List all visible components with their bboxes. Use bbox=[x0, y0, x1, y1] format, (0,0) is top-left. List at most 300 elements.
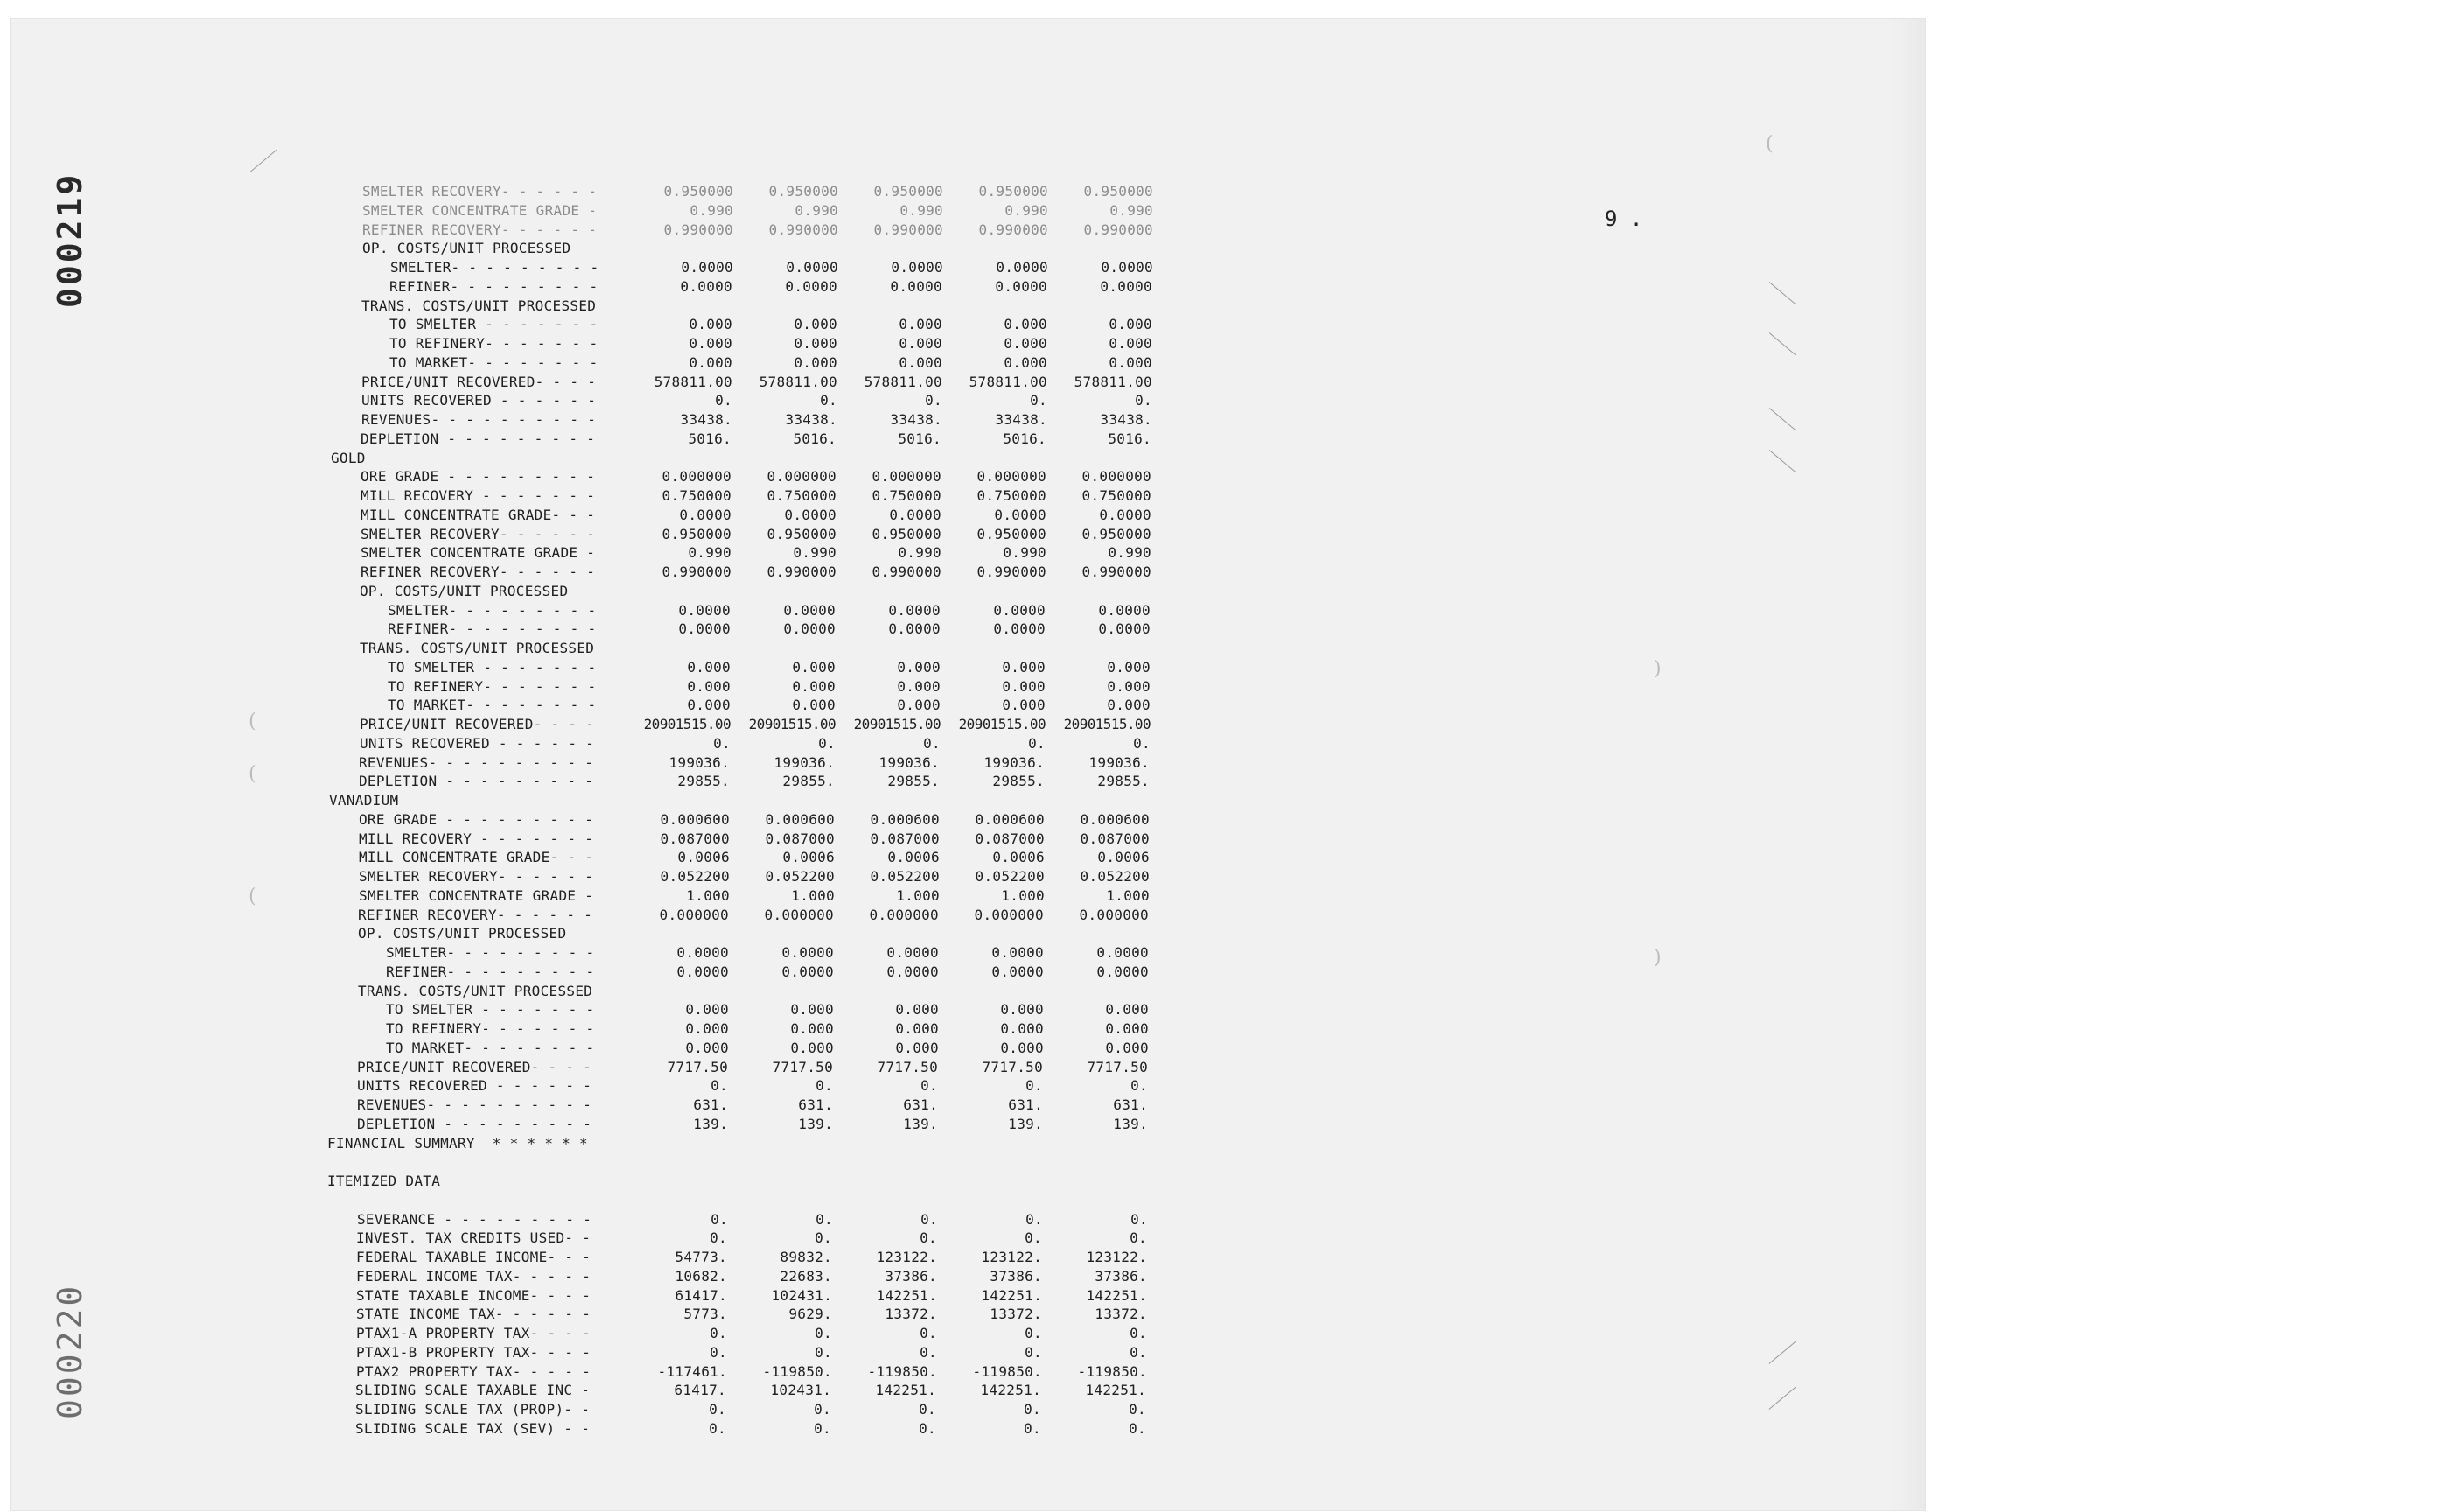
table-row bbox=[0, 1210, 1225, 1229]
table-row bbox=[0, 1267, 1225, 1286]
value-cell: 0.0000 bbox=[783, 601, 836, 619]
value-cell: 0.0000 bbox=[681, 259, 733, 276]
value-cell: 0. bbox=[920, 1077, 938, 1095]
value-cell: 0.087000 bbox=[870, 830, 940, 847]
row-label: SMELTER RECOVERY- - - - - - bbox=[359, 868, 594, 885]
row-label: REVENUES- - - - - - - - - - bbox=[361, 411, 597, 428]
table-row bbox=[0, 658, 1225, 677]
value-cell: 0.000 bbox=[897, 677, 941, 695]
value-cell: 0.087000 bbox=[1080, 830, 1150, 847]
value-cell: 33438. bbox=[785, 411, 837, 428]
value-cell: 0.000 bbox=[1004, 316, 1047, 333]
table-row bbox=[0, 715, 1225, 734]
value-cell: 0. bbox=[1130, 1229, 1147, 1247]
value-cell: 199036. bbox=[668, 753, 730, 771]
value-cell: 0.0006 bbox=[782, 849, 835, 866]
row-label: FEDERAL TAXABLE INCOME- - - bbox=[356, 1249, 592, 1265]
value-cell: 0.0000 bbox=[886, 944, 939, 961]
value-cell: 139. bbox=[798, 1115, 833, 1132]
row-label: SLIDING SCALE TAX (PROP)- - bbox=[355, 1401, 591, 1418]
table-row bbox=[0, 373, 1225, 392]
value-cell: 5016. bbox=[898, 430, 942, 447]
value-cell: 0.950000 bbox=[663, 183, 733, 200]
value-cell: 142251. bbox=[981, 1286, 1042, 1304]
scan-bracket: ) bbox=[1654, 947, 1662, 969]
value-cell: 7717.50 bbox=[877, 1058, 938, 1075]
row-label: INVEST. TAX CREDITS USED- - bbox=[356, 1229, 592, 1247]
value-cell: 0.0000 bbox=[991, 962, 1044, 980]
value-cell: 0.000 bbox=[895, 1001, 939, 1018]
value-cell: 142251. bbox=[876, 1286, 937, 1304]
row-label: PTAX1-B PROPERTY TAX- - - - bbox=[356, 1343, 592, 1361]
value-cell: 102431. bbox=[770, 1382, 831, 1399]
value-cell: 0. bbox=[923, 734, 941, 752]
row-label: REFINER RECOVERY- - - - - - bbox=[360, 564, 596, 580]
value-cell: 0.0000 bbox=[888, 620, 941, 638]
value-cell: 0.000600 bbox=[765, 810, 835, 828]
value-cell: 0. bbox=[1025, 1343, 1042, 1361]
row-label: DEPLETION - - - - - - - - - bbox=[360, 430, 596, 447]
table-row bbox=[0, 620, 1225, 639]
value-cell: 0.990000 bbox=[1083, 220, 1153, 238]
row-label: TO MARKET- - - - - - - - bbox=[388, 696, 597, 714]
value-cell: 0.750000 bbox=[766, 487, 836, 504]
table-row bbox=[0, 639, 1225, 658]
value-cell: 0.990 bbox=[690, 201, 733, 219]
row-label: TO MARKET- - - - - - - - bbox=[389, 354, 598, 371]
value-cell: 0.000 bbox=[794, 316, 837, 333]
row-label: FEDERAL INCOME TAX- - - - - bbox=[356, 1267, 592, 1284]
row-label: VANADIUM bbox=[329, 792, 399, 808]
row-label: SLIDING SCALE TAX (SEV) - - bbox=[355, 1419, 591, 1437]
value-cell: 0.000600 bbox=[975, 810, 1045, 828]
value-cell: 0.000000 bbox=[1079, 906, 1149, 923]
value-cell: 0. bbox=[1024, 1419, 1041, 1437]
value-cell: -119850. bbox=[1077, 1362, 1147, 1380]
value-cell: 0. bbox=[710, 1229, 727, 1247]
value-cell: 1.000 bbox=[791, 886, 835, 904]
value-cell: 0.750000 bbox=[662, 487, 732, 504]
table-row bbox=[0, 449, 1225, 468]
value-cell: 0. bbox=[919, 1401, 936, 1418]
value-cell: 0. bbox=[920, 1229, 937, 1247]
value-cell: 0.950000 bbox=[872, 525, 942, 542]
value-cell: 0.990000 bbox=[976, 564, 1046, 580]
value-cell: 33438. bbox=[1100, 411, 1152, 428]
value-cell: 37386. bbox=[990, 1267, 1042, 1284]
table-row bbox=[0, 1228, 1225, 1248]
row-label: STATE INCOME TAX- - - - - - bbox=[356, 1306, 592, 1323]
table-row bbox=[0, 182, 1225, 201]
table-row bbox=[0, 734, 1225, 753]
value-cell: 0. bbox=[815, 1325, 832, 1341]
value-cell: 199036. bbox=[1088, 753, 1150, 771]
value-cell: 0. bbox=[920, 1343, 937, 1361]
value-cell: 0. bbox=[919, 1419, 936, 1437]
table-row bbox=[0, 297, 1225, 316]
value-cell: 0.0000 bbox=[1096, 944, 1149, 961]
value-cell: 0.0000 bbox=[676, 944, 729, 961]
value-cell: 0.000 bbox=[1105, 1020, 1149, 1037]
table-row bbox=[0, 601, 1225, 620]
bates-stamp-top: 000219 bbox=[51, 172, 89, 308]
value-cell: 0.052200 bbox=[660, 868, 730, 885]
table-row bbox=[0, 220, 1225, 240]
row-label: UNITS RECOVERED - - - - - - bbox=[357, 1077, 592, 1095]
value-cell: 0.000 bbox=[685, 1020, 729, 1037]
value-cell: 0.0000 bbox=[678, 620, 731, 638]
value-cell: 5016. bbox=[793, 430, 836, 447]
value-cell: 33438. bbox=[680, 411, 732, 428]
value-cell: 631. bbox=[798, 1096, 833, 1113]
table-row bbox=[0, 430, 1225, 449]
value-cell: 0.000 bbox=[1000, 1039, 1044, 1056]
value-cell: 0.087000 bbox=[765, 830, 835, 847]
value-cell: 0.0000 bbox=[676, 962, 729, 980]
value-cell: 0.000 bbox=[897, 696, 941, 714]
table-row bbox=[0, 1058, 1225, 1077]
row-label: UNITS RECOVERED - - - - - - bbox=[361, 392, 597, 410]
value-cell: 0.0000 bbox=[680, 277, 732, 295]
row-label: REFINER- - - - - - - - - bbox=[388, 620, 597, 638]
value-cell: 0.052200 bbox=[975, 868, 1045, 885]
value-cell: 0.000 bbox=[899, 354, 942, 371]
value-cell: 0.000 bbox=[897, 658, 941, 676]
page-number: 9 . bbox=[1605, 206, 1643, 231]
value-cell: 199036. bbox=[878, 753, 940, 771]
value-cell: 142251. bbox=[980, 1382, 1041, 1399]
row-label: SMELTER- - - - - - - - - bbox=[390, 259, 599, 276]
value-cell: 199036. bbox=[774, 753, 835, 771]
row-label: TO REFINERY- - - - - - - bbox=[388, 677, 597, 695]
value-cell: 0.000 bbox=[1105, 1001, 1149, 1018]
value-cell: 0.0000 bbox=[781, 962, 834, 980]
value-cell: 29855. bbox=[887, 773, 940, 790]
value-cell: 7717.50 bbox=[1087, 1058, 1148, 1075]
value-cell: 0. bbox=[1025, 1229, 1042, 1247]
row-label: OP. COSTS/UNIT PROCESSED bbox=[362, 240, 571, 257]
table-row bbox=[0, 830, 1225, 849]
value-cell: 37386. bbox=[1095, 1267, 1147, 1284]
value-cell: 0. bbox=[818, 734, 836, 752]
row-label: SMELTER RECOVERY- - - - - - bbox=[360, 525, 596, 542]
table-row bbox=[0, 1000, 1225, 1019]
value-cell: 578811.00 bbox=[864, 373, 942, 390]
value-cell: 0. bbox=[1130, 1325, 1147, 1341]
value-cell: 0.990000 bbox=[662, 564, 732, 580]
value-cell: 0.990000 bbox=[663, 220, 733, 238]
row-label: FINANCIAL SUMMARY * * * * * * bbox=[327, 1134, 588, 1152]
table-row bbox=[0, 410, 1225, 430]
value-cell: 0.990 bbox=[794, 201, 838, 219]
row-label: TO SMELTER - - - - - - - bbox=[386, 1001, 595, 1018]
value-cell: 139. bbox=[1113, 1115, 1148, 1132]
table-row bbox=[0, 315, 1225, 334]
value-cell: 0.0000 bbox=[891, 259, 943, 276]
table-row bbox=[0, 543, 1225, 563]
value-cell: 0.950000 bbox=[1083, 183, 1153, 200]
value-cell: 0. bbox=[816, 1210, 833, 1228]
value-cell: 0.052200 bbox=[765, 868, 835, 885]
value-cell: 29855. bbox=[992, 773, 1045, 790]
value-cell: 0.000 bbox=[1000, 1020, 1044, 1037]
value-cell: 0.0000 bbox=[679, 506, 732, 523]
row-label: MILL CONCENTRATE GRADE- - - bbox=[359, 849, 594, 866]
value-cell: 0.000 bbox=[1000, 1001, 1044, 1018]
value-cell: 22683. bbox=[780, 1267, 832, 1284]
table-row bbox=[0, 1343, 1225, 1362]
value-cell: 0. bbox=[814, 1419, 831, 1437]
value-cell: 0. bbox=[710, 1325, 727, 1341]
value-cell: 0.0000 bbox=[993, 601, 1046, 619]
row-label: MILL RECOVERY - - - - - - - bbox=[359, 830, 594, 847]
table-row bbox=[0, 772, 1225, 791]
value-cell: 0.000 bbox=[689, 354, 732, 371]
value-cell: 578811.00 bbox=[969, 373, 1047, 390]
value-cell: 20901515.00 bbox=[643, 716, 731, 732]
value-cell: 0.000 bbox=[687, 677, 731, 695]
table-row bbox=[0, 867, 1225, 886]
value-cell: 0.000000 bbox=[766, 468, 836, 486]
value-cell: 0.000000 bbox=[1082, 468, 1152, 486]
value-cell: 0.000 bbox=[895, 1020, 939, 1037]
row-label: OP. COSTS/UNIT PROCESSED bbox=[360, 582, 569, 599]
value-cell: 1.000 bbox=[1001, 886, 1045, 904]
table-row bbox=[0, 391, 1225, 410]
value-cell: 0.052200 bbox=[1080, 868, 1150, 885]
value-cell: 7717.50 bbox=[772, 1058, 833, 1075]
row-label: REVENUES- - - - - - - - - - bbox=[359, 753, 594, 771]
row-label: PRICE/UNIT RECOVERED- - - - bbox=[361, 373, 597, 390]
value-cell: 0. bbox=[1129, 1419, 1146, 1437]
table-row bbox=[0, 525, 1225, 544]
value-cell: 20901515.00 bbox=[853, 716, 941, 732]
table-row bbox=[0, 334, 1225, 354]
value-cell: 631. bbox=[1113, 1096, 1148, 1113]
value-cell: 0.000 bbox=[1107, 696, 1151, 714]
row-label: GOLD bbox=[331, 449, 366, 466]
table-row bbox=[0, 258, 1225, 277]
table-row bbox=[0, 1419, 1225, 1438]
row-label: TO REFINERY- - - - - - - bbox=[386, 1020, 595, 1037]
value-cell: 0. bbox=[710, 1343, 727, 1361]
table-row bbox=[0, 1172, 1225, 1191]
scan-bracket: ( bbox=[248, 763, 256, 785]
table-row bbox=[0, 1324, 1225, 1343]
row-label: TO REFINERY- - - - - - - bbox=[389, 335, 598, 352]
value-cell: 29855. bbox=[782, 773, 835, 790]
value-cell: 0. bbox=[1129, 1401, 1146, 1418]
value-cell: 0.990000 bbox=[768, 220, 838, 238]
value-cell: 142251. bbox=[1086, 1286, 1147, 1304]
table-row bbox=[0, 1019, 1225, 1039]
value-cell: 631. bbox=[1008, 1096, 1043, 1113]
value-cell: 13372. bbox=[1095, 1306, 1147, 1323]
value-cell: -117461. bbox=[657, 1362, 727, 1380]
value-cell: 0. bbox=[1130, 1077, 1148, 1095]
row-label: TO MARKET- - - - - - - - bbox=[386, 1039, 595, 1056]
value-cell: 0.000 bbox=[689, 335, 732, 352]
table-row bbox=[0, 848, 1225, 867]
value-cell: 0.000000 bbox=[976, 468, 1046, 486]
table-row bbox=[0, 467, 1225, 486]
value-cell: 123122. bbox=[981, 1249, 1042, 1265]
value-cell: 0.0000 bbox=[995, 277, 1047, 295]
value-cell: 0.950000 bbox=[766, 525, 836, 542]
value-cell: 1.000 bbox=[1106, 886, 1150, 904]
value-cell: 0.000 bbox=[1004, 335, 1047, 352]
value-cell: 0. bbox=[715, 392, 732, 410]
value-cell: 0. bbox=[709, 1401, 726, 1418]
value-cell: 0.0000 bbox=[1100, 277, 1152, 295]
table-row bbox=[0, 886, 1225, 906]
row-label: PRICE/UNIT RECOVERED- - - - bbox=[360, 716, 595, 732]
value-cell: 20901515.00 bbox=[1063, 716, 1151, 732]
value-cell: 0. bbox=[815, 1343, 832, 1361]
value-cell: 9629. bbox=[788, 1306, 832, 1323]
value-cell: 33438. bbox=[890, 411, 942, 428]
value-cell: 0.990000 bbox=[766, 564, 836, 580]
value-cell: 0.000 bbox=[1107, 677, 1151, 695]
table-row bbox=[0, 354, 1225, 373]
row-label: SEVERANCE - - - - - - - - - bbox=[357, 1210, 592, 1228]
value-cell: 0.000 bbox=[895, 1039, 939, 1056]
value-cell: 0. bbox=[820, 392, 837, 410]
value-cell: 7717.50 bbox=[667, 1058, 728, 1075]
table-row bbox=[0, 1115, 1225, 1134]
row-label: TO SMELTER - - - - - - - bbox=[388, 658, 597, 676]
row-label: PTAX2 PROPERTY TAX- - - - - bbox=[356, 1362, 592, 1380]
value-cell: 0.0000 bbox=[994, 506, 1046, 523]
value-cell: 0.750000 bbox=[1082, 487, 1152, 504]
value-cell: 0.990 bbox=[1108, 544, 1152, 562]
value-cell: 123122. bbox=[876, 1249, 937, 1265]
value-cell: 0.000000 bbox=[869, 906, 939, 923]
value-cell: 0.000000 bbox=[764, 906, 834, 923]
value-cell: 0.950000 bbox=[976, 525, 1046, 542]
value-cell: 0. bbox=[713, 734, 731, 752]
value-cell: 13372. bbox=[990, 1306, 1042, 1323]
value-cell: 0.000 bbox=[790, 1039, 834, 1056]
value-cell: 0. bbox=[1030, 392, 1047, 410]
row-label: PRICE/UNIT RECOVERED- - - - bbox=[357, 1058, 592, 1075]
value-cell: 0.990 bbox=[793, 544, 836, 562]
value-cell: 0.0006 bbox=[1097, 849, 1150, 866]
row-label: STATE TAXABLE INCOME- - - - bbox=[356, 1286, 592, 1304]
table-row bbox=[0, 943, 1225, 962]
value-cell: 0.950000 bbox=[873, 183, 943, 200]
value-cell: 0.0000 bbox=[785, 277, 837, 295]
value-cell: 0.990000 bbox=[872, 564, 942, 580]
table-row bbox=[0, 906, 1225, 925]
row-label: DEPLETION - - - - - - - - - bbox=[357, 1115, 592, 1132]
row-label: REVENUES- - - - - - - - - - bbox=[357, 1096, 592, 1113]
value-cell: 0.000000 bbox=[974, 906, 1044, 923]
value-cell: 0. bbox=[925, 392, 942, 410]
value-cell: 0. bbox=[815, 1229, 832, 1247]
scan-bracket: ( bbox=[248, 886, 256, 907]
row-label: REFINER RECOVERY- - - - - - bbox=[362, 220, 598, 238]
value-cell: 0.990000 bbox=[873, 220, 943, 238]
value-cell: 0.990000 bbox=[978, 220, 1048, 238]
table-row bbox=[0, 982, 1225, 1001]
value-cell: -119850. bbox=[762, 1362, 832, 1380]
table-row bbox=[0, 1191, 1225, 1210]
value-cell: 0.0006 bbox=[992, 849, 1045, 866]
row-label: SMELTER CONCENTRATE GRADE - bbox=[360, 544, 596, 562]
value-cell: 0. bbox=[1025, 1325, 1042, 1341]
value-cell: 0.990 bbox=[1110, 201, 1153, 219]
row-label: TRANS. COSTS/UNIT PROCESSED bbox=[361, 297, 597, 314]
table-row bbox=[0, 1076, 1225, 1096]
value-cell: 5016. bbox=[1108, 430, 1152, 447]
value-cell: 0.000 bbox=[792, 658, 836, 676]
table-row bbox=[0, 791, 1225, 810]
value-cell: 0.0000 bbox=[1101, 259, 1153, 276]
value-cell: 0.0000 bbox=[996, 259, 1048, 276]
row-label: REFINER- - - - - - - - - bbox=[386, 962, 595, 980]
value-cell: 0.0006 bbox=[887, 849, 940, 866]
row-label: SMELTER CONCENTRATE GRADE - bbox=[362, 201, 598, 219]
value-cell: 0.750000 bbox=[872, 487, 942, 504]
table-row bbox=[0, 1286, 1225, 1306]
value-cell: 0.087000 bbox=[660, 830, 730, 847]
value-cell: 0.000 bbox=[792, 677, 836, 695]
value-cell: 102431. bbox=[771, 1286, 832, 1304]
value-cell: 0.950000 bbox=[1082, 525, 1152, 542]
value-cell: 0.0000 bbox=[678, 601, 731, 619]
row-label: TRANS. COSTS/UNIT PROCESSED bbox=[360, 640, 595, 656]
value-cell: 0.0000 bbox=[1098, 620, 1151, 638]
row-label: UNITS RECOVERED - - - - - - bbox=[360, 734, 595, 752]
value-cell: 139. bbox=[693, 1115, 728, 1132]
value-cell: 123122. bbox=[1086, 1249, 1147, 1265]
table-row bbox=[0, 1362, 1225, 1382]
value-cell: 61417. bbox=[674, 1382, 726, 1399]
table-row bbox=[0, 239, 1225, 258]
value-cell: 578811.00 bbox=[654, 373, 732, 390]
value-cell: 0. bbox=[920, 1325, 937, 1341]
value-cell: 0.0000 bbox=[1096, 962, 1149, 980]
row-label: SMELTER- - - - - - - - - bbox=[388, 601, 597, 619]
value-cell: 0.000 bbox=[790, 1001, 834, 1018]
value-cell: 0.000000 bbox=[662, 468, 732, 486]
value-cell: 0.0000 bbox=[783, 620, 836, 638]
value-cell: 631. bbox=[903, 1096, 938, 1113]
value-cell: 0.990000 bbox=[1082, 564, 1152, 580]
value-cell: 0. bbox=[710, 1077, 728, 1095]
value-cell: 0.000 bbox=[792, 696, 836, 714]
value-cell: 29855. bbox=[1097, 773, 1150, 790]
value-cell: 1.000 bbox=[896, 886, 940, 904]
value-cell: 20901515.00 bbox=[748, 716, 836, 732]
table-row bbox=[0, 1152, 1225, 1172]
value-cell: 13372. bbox=[885, 1306, 937, 1323]
value-cell: 0.000000 bbox=[872, 468, 942, 486]
row-label: DEPLETION - - - - - - - - - bbox=[359, 773, 594, 790]
table-row bbox=[0, 486, 1225, 506]
value-cell: 7717.50 bbox=[982, 1058, 1043, 1075]
value-cell: 0.0000 bbox=[888, 601, 941, 619]
value-cell: 0.750000 bbox=[976, 487, 1046, 504]
value-cell: 54773. bbox=[675, 1249, 727, 1265]
row-label: MILL CONCENTRATE GRADE- - - bbox=[360, 506, 596, 523]
value-cell: 0.052200 bbox=[870, 868, 940, 885]
value-cell: 0.0000 bbox=[784, 506, 836, 523]
table-row bbox=[0, 277, 1225, 297]
value-cell: 0. bbox=[816, 1077, 833, 1095]
value-cell: 1.000 bbox=[686, 886, 730, 904]
